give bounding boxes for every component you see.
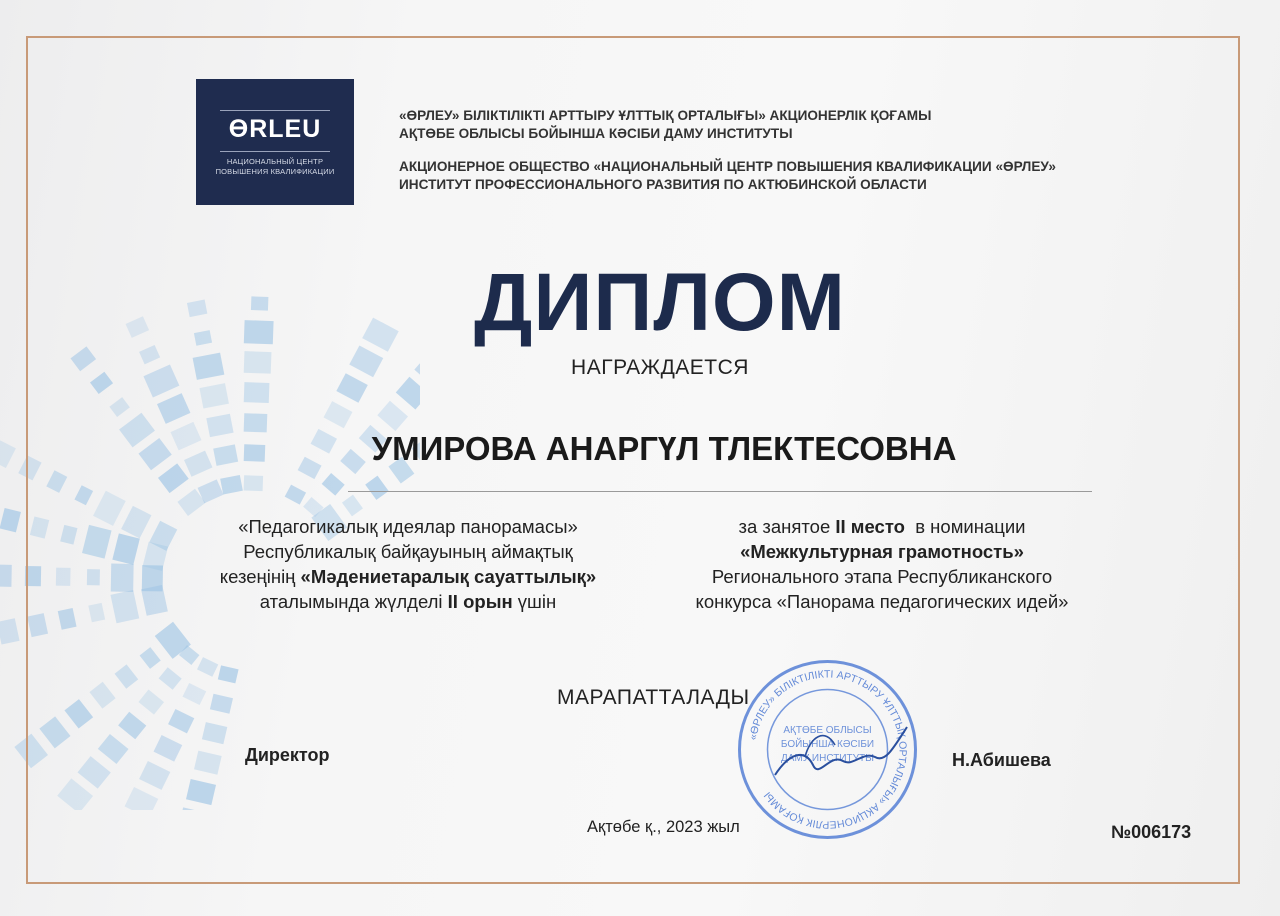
- header-kz-line-2: АҚТӨБЕ ОБЛЫСЫ БОЙЫНША КӘСІБИ ДАМУ ИНСТИТУТЫ: [399, 126, 793, 141]
- ru-text-line-4: конкурса «Панорама педагогических идей»: [695, 591, 1069, 612]
- name-underline: [348, 491, 1092, 492]
- ru-text-line-3: Регионального этапа Республиканского: [711, 566, 1053, 587]
- official-stamp-icon: [735, 657, 920, 842]
- stamp-center-line-3: ДАМУ ИНСТИТУТЫ: [781, 753, 874, 764]
- marapattalady-label: МАРАПАТТАЛАДЫ: [557, 686, 750, 709]
- logo-subtitle-1: НАЦИОНАЛЬНЫЙ ЦЕНТР: [226, 157, 324, 166]
- orleu-logo: [196, 79, 354, 205]
- kz-text-line-4-a: аталымында жүлделі: [259, 591, 448, 612]
- recipient-name: УМИРОВА АНАРГҮЛ ТЛЕКТЕСОВНА: [371, 430, 957, 467]
- stamp-center-line-2: БОЙЫНША КӘСІБИ: [780, 739, 875, 750]
- logo-word: ӨRLEU: [228, 115, 322, 143]
- kz-place: II орын: [447, 591, 513, 612]
- ru-text-line-1: [647, 514, 1117, 539]
- mosaic-tile-33: [0, 618, 20, 644]
- diploma-title: ДИПЛОМ: [474, 257, 846, 348]
- header-kz-line-1: «ӨРЛЕУ» БІЛІКТІЛІКТІ АРТТЫРУ ҰЛТТЫҚ ОРТАЛЫҒЫ» АКЦИОНЕРЛІК ҚОҒАМЫ: [399, 108, 932, 123]
- logo-subtitle-2: ПОВЫШЕНИЯ КВАЛИФИКАЦИИ: [215, 167, 335, 176]
- ru-text-line-1-a: за занятое: [738, 516, 836, 537]
- header-ru-line-1: АКЦИОНЕРНОЕ ОБЩЕСТВО «НАЦИОНАЛЬНЫЙ ЦЕНТР ПОВЫШЕНИЯ КВАЛИФИКАЦИИ «ӨРЛЕУ»: [399, 159, 1056, 174]
- logo-rule-bottom: [220, 151, 330, 152]
- ru-nomination: «Межкультурная грамотность»: [740, 541, 1024, 562]
- kz-text-line-2: Республикалық байқауының аймақтық: [243, 541, 573, 562]
- kz-text-line-4: [173, 589, 643, 614]
- kazakh-award-text: [173, 514, 643, 614]
- diploma-number: №006173: [1111, 822, 1192, 842]
- logo-rule-top: [220, 110, 330, 111]
- kz-text-line-3-a: кезеңінің: [219, 566, 301, 587]
- stamp-ring-textpath: «ӨРЛЕУ» БІЛІКТІЛІКТІ АРТТЫРУ ҰЛТТЫҚ ОРТАЛЫҒЫ» АКЦИОНЕРЛІК ҚОҒАМЫ: [747, 668, 909, 831]
- ru-text-line-2: [647, 539, 1117, 564]
- kz-nomination: «Мәдениетаралық сауаттылық»: [300, 566, 597, 587]
- mosaic-tile-40: [0, 565, 12, 587]
- ru-text-line-1-c: в номинации: [904, 516, 1026, 537]
- ru-place: II место: [835, 516, 905, 537]
- awarded-label: НАГРАЖДАЕТСЯ: [571, 356, 749, 379]
- kz-text-line-1: «Педагогикалық идеялар панорамасы»: [238, 516, 578, 537]
- mosaic-tile-47: [0, 508, 21, 532]
- kz-text-line-3: [173, 564, 643, 589]
- russian-award-text: [647, 514, 1117, 614]
- stamp-center-line-1: АҚТӨБЕ ОБЛЫСЫ: [783, 725, 872, 736]
- director-label: Директор: [245, 745, 330, 765]
- kz-text-line-4-c: үшін: [512, 591, 557, 612]
- place-and-year: Ақтөбе қ., 2023 жыл: [587, 818, 740, 836]
- director-name: Н.Абишева: [952, 750, 1051, 770]
- header-ru-line-2: ИНСТИТУТ ПРОФЕССИОНАЛЬНОГО РАЗВИТИЯ ПО АКТЮБИНСКОЙ ОБЛАСТИ: [399, 177, 927, 192]
